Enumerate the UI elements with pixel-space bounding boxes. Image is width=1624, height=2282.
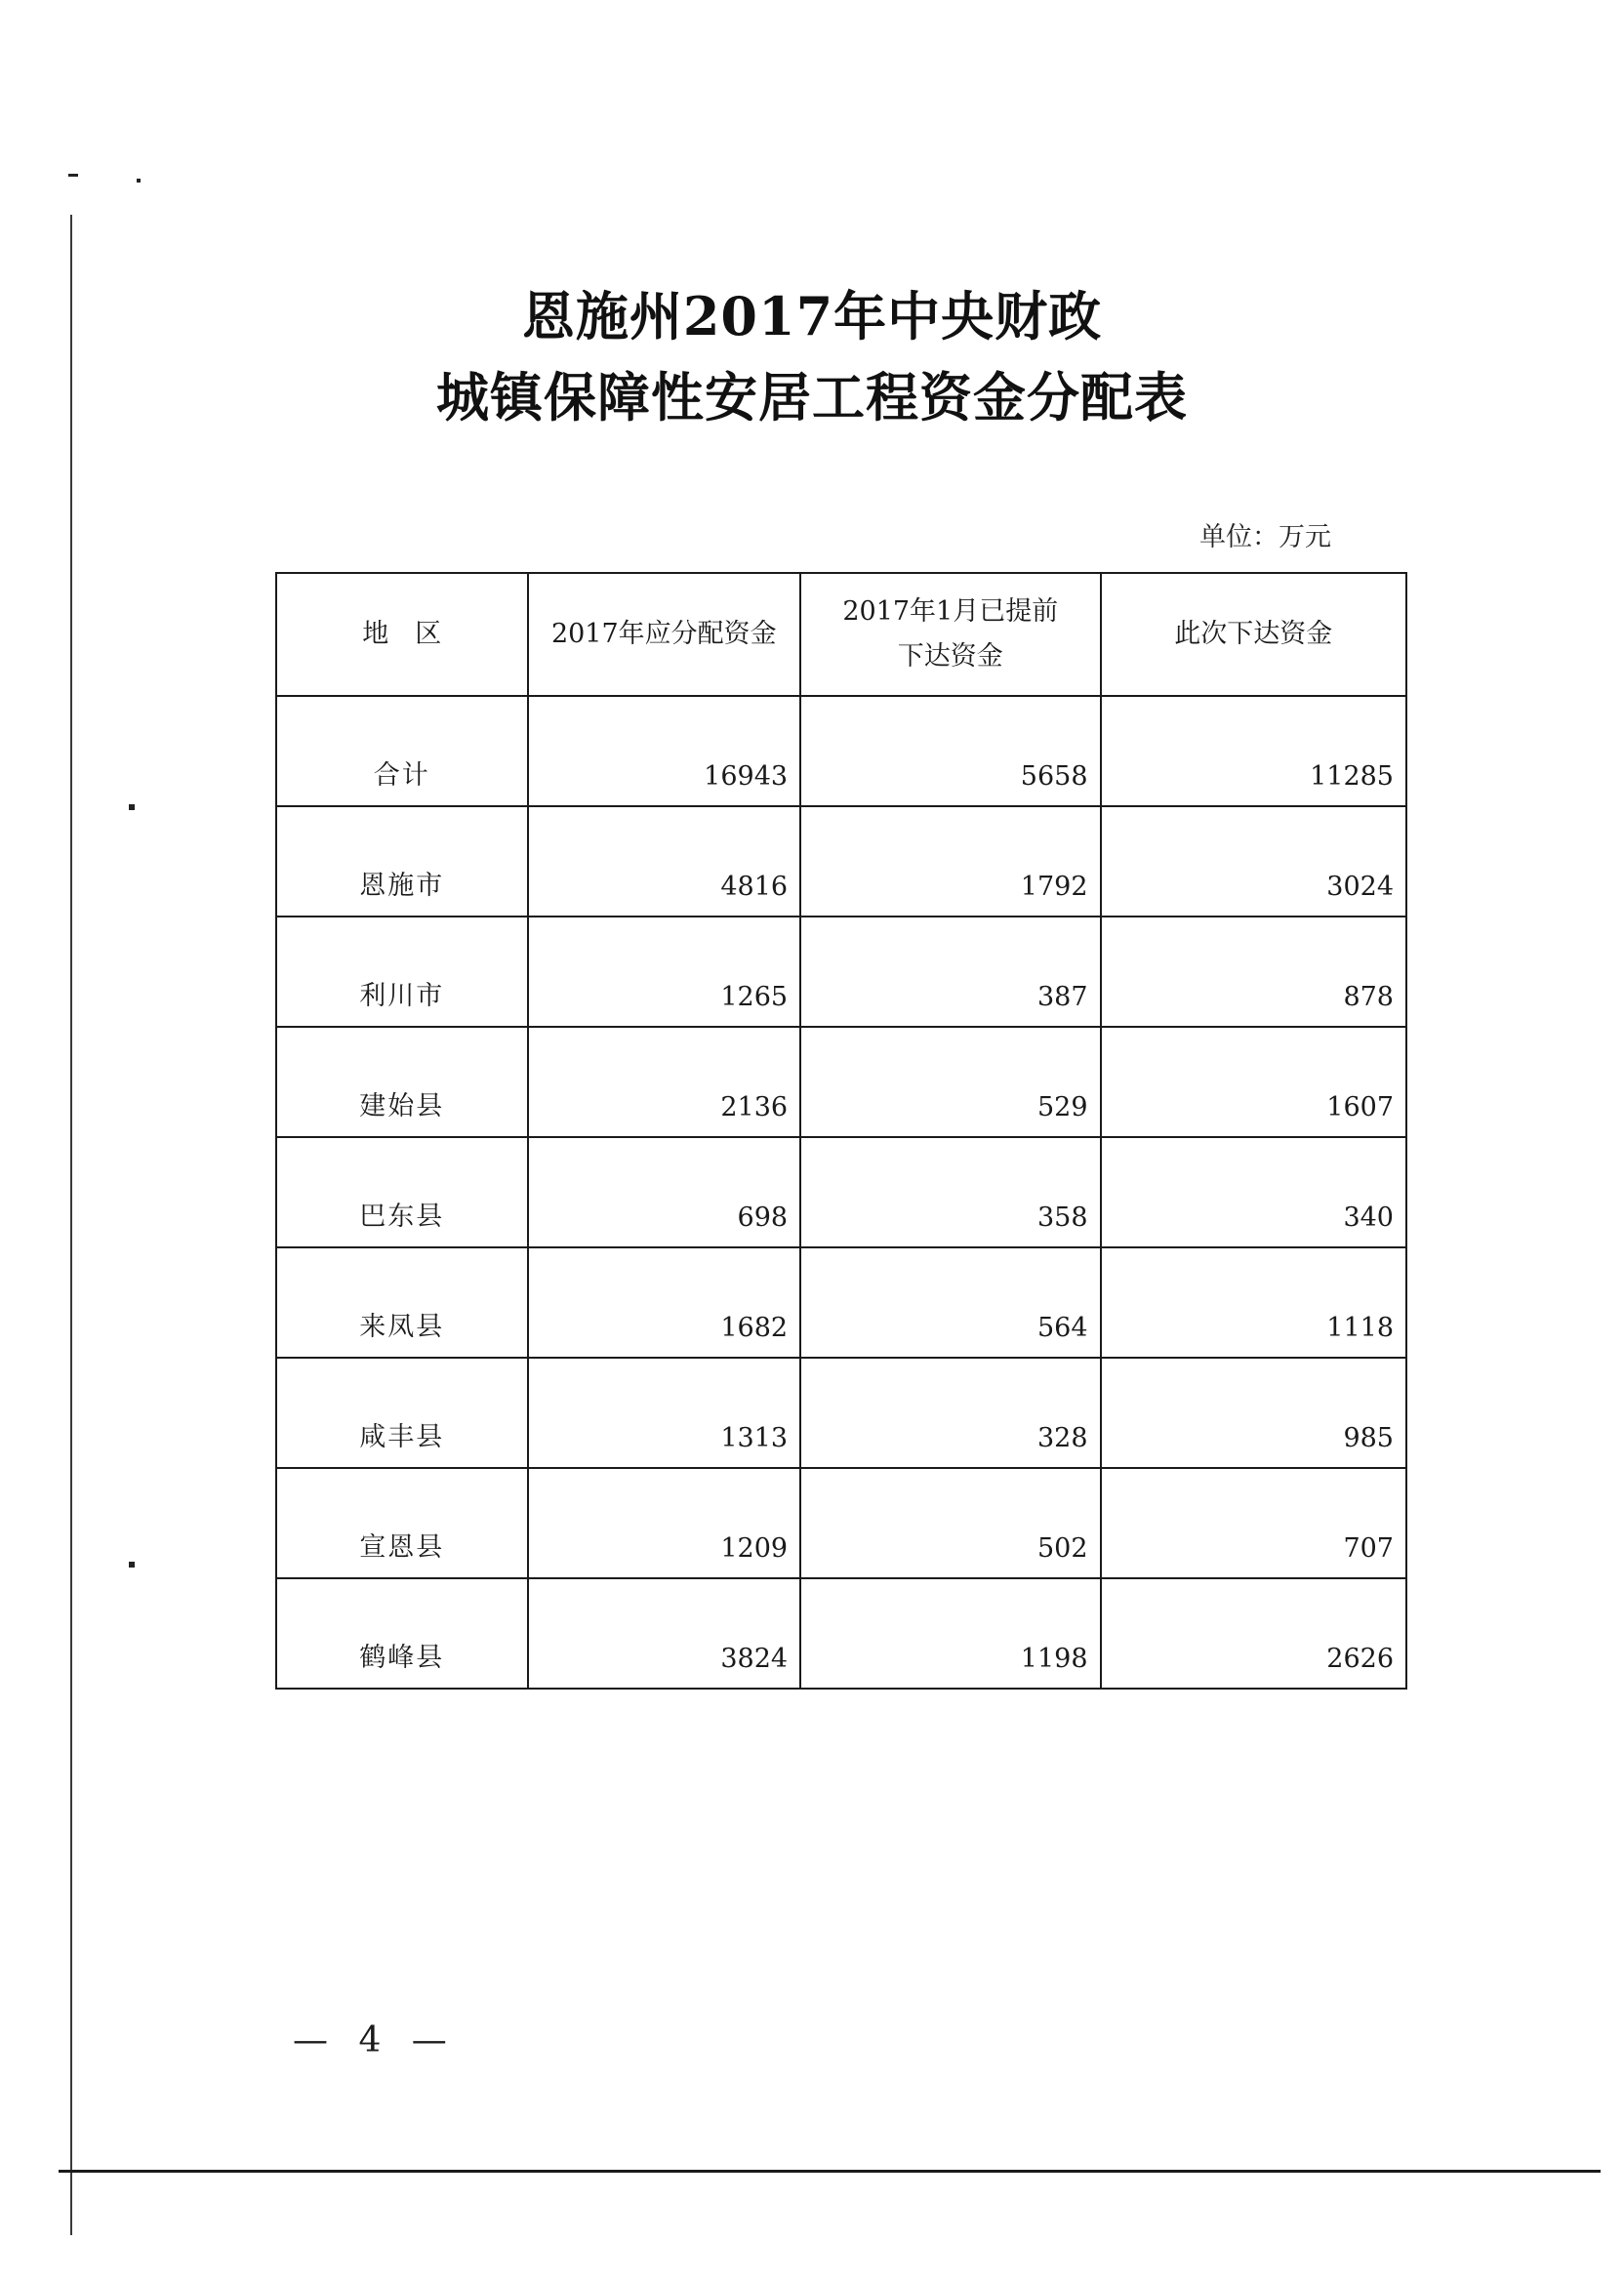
table-row: [276, 917, 1406, 1027]
cell-region: 利川市: [276, 917, 528, 1027]
cell-current: 985: [1101, 1358, 1406, 1468]
bottom-rule: [59, 2170, 1601, 2173]
cell-advance: 1792: [800, 806, 1100, 917]
document-title-line2: 城镇保障性安居工程资金分配表: [436, 366, 1188, 428]
cell-region: 巴东县: [276, 1137, 528, 1247]
table-row: [276, 806, 1406, 917]
table-row: [276, 1468, 1406, 1578]
cell-allocated: 1313: [528, 1358, 801, 1468]
table-row: [276, 1027, 1406, 1137]
cell-advance: 358: [800, 1137, 1100, 1247]
table-row: [276, 1358, 1406, 1468]
cell-region: 建始县: [276, 1027, 528, 1137]
scan-mark: [129, 804, 135, 810]
cell-advance: 5658: [800, 696, 1100, 806]
header-current: 此次下达资金: [1101, 573, 1406, 696]
table-row: [276, 696, 1406, 806]
cell-region: 合计: [276, 696, 528, 806]
header-allocated: 2017年应分配资金: [528, 573, 801, 696]
header-advance-line2: 下达资金: [897, 641, 1003, 672]
cell-current: 2626: [1101, 1578, 1406, 1689]
cell-allocated: 3824: [528, 1578, 801, 1689]
cell-allocated: 16943: [528, 696, 801, 806]
cell-region: 宣恩县: [276, 1468, 528, 1578]
cell-allocated: 1209: [528, 1468, 801, 1578]
table-row: [276, 1137, 1406, 1247]
scan-mark: [68, 174, 78, 177]
cell-allocated: 1682: [528, 1247, 801, 1358]
cell-current: 707: [1101, 1468, 1406, 1578]
cell-advance: 564: [800, 1247, 1100, 1358]
cell-current: 340: [1101, 1137, 1406, 1247]
scan-mark: [137, 179, 141, 183]
cell-region: 鹤峰县: [276, 1578, 528, 1689]
table-row: [276, 1578, 1406, 1689]
cell-current: 1118: [1101, 1247, 1406, 1358]
scan-mark: [129, 1562, 135, 1568]
scan-left-edge: [70, 215, 72, 2235]
cell-advance: 529: [800, 1027, 1100, 1137]
cell-allocated: 2136: [528, 1027, 801, 1137]
cell-advance: 502: [800, 1468, 1100, 1578]
header-region: 地 区: [276, 573, 528, 696]
unit-label: 单位：万元: [1199, 522, 1331, 552]
cell-region: 咸丰县: [276, 1358, 528, 1468]
cell-region: 恩施市: [276, 806, 528, 917]
cell-advance: 1198: [800, 1578, 1100, 1689]
header-advance: [800, 573, 1100, 696]
cell-region: 来凤县: [276, 1247, 528, 1358]
table-row: [276, 1247, 1406, 1358]
table-header-row: [276, 573, 1406, 696]
page-number: — 4 —: [293, 2020, 457, 2060]
cell-allocated: 698: [528, 1137, 801, 1247]
allocation-table: [275, 572, 1407, 1690]
cell-advance: 387: [800, 917, 1100, 1027]
cell-current: 878: [1101, 917, 1406, 1027]
cell-allocated: 4816: [528, 806, 801, 917]
document-title-line1: 恩施州2017年中央财政: [521, 285, 1103, 347]
cell-advance: 328: [800, 1358, 1100, 1468]
header-advance-line1: 2017年1月已提前: [842, 596, 1059, 627]
cell-current: 3024: [1101, 806, 1406, 917]
cell-current: 1607: [1101, 1027, 1406, 1137]
cell-current: 11285: [1101, 696, 1406, 806]
cell-allocated: 1265: [528, 917, 801, 1027]
